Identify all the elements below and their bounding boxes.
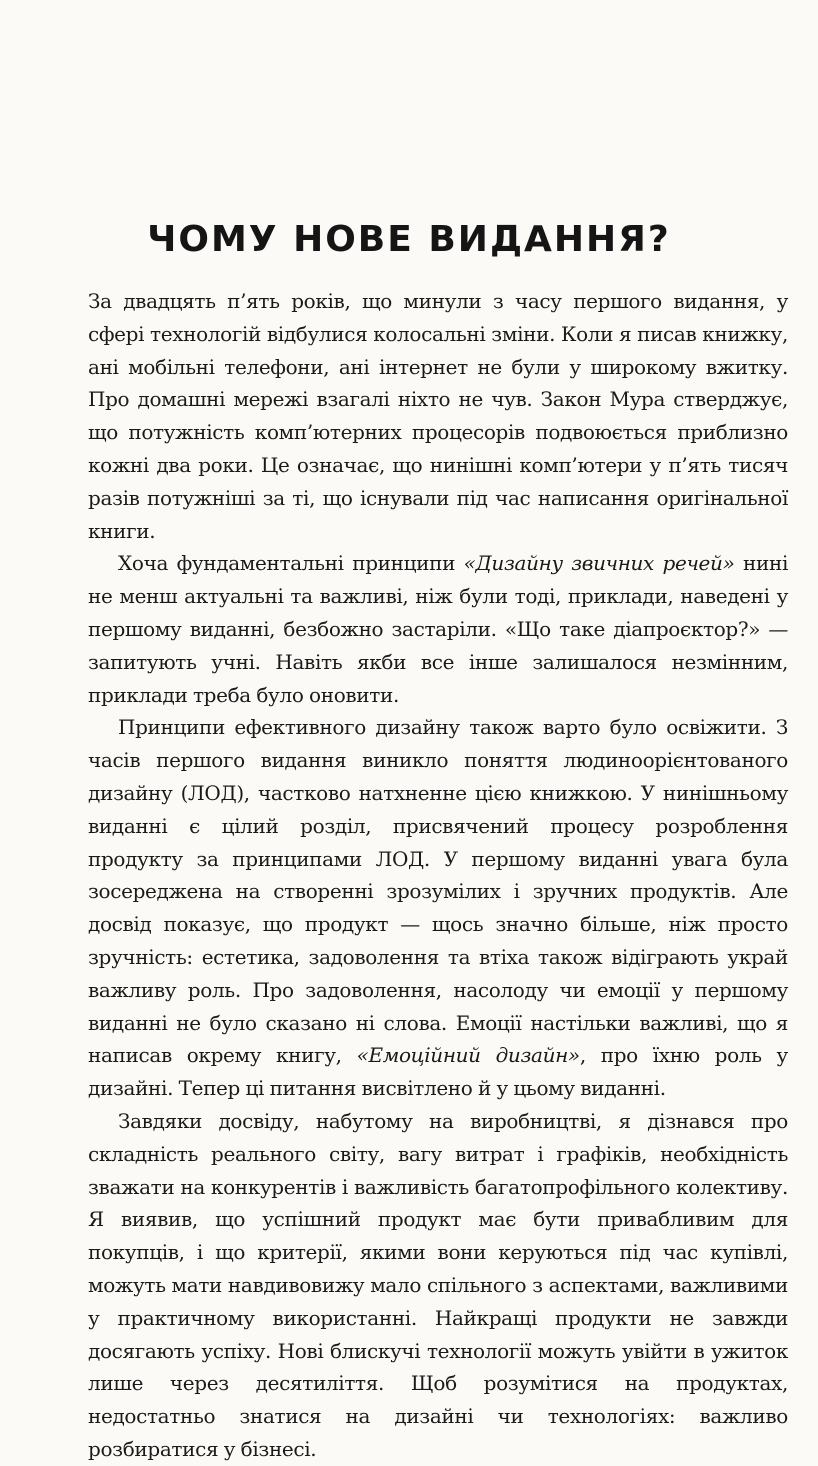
paragraph [88, 1105, 788, 1466]
paragraph-text: Завдяки досвіду, набутому на виробництві, я дізнався про складність реального світу, вагу витрат і графіків, необхідність зважати на конкурентів і важливість багатопрофільного колективу. Я виявив, що успішний продукт має бути привабливим для покупців, і що критерії, якими вони керуються під час купівлі, можуть мати навдивовижу мало спільного з аспектами, важливими у практичному використанні. Найкращі продукти не завжди досягають успіху. Нові блискучі технології можуть увійти в ужиток лише через десятиліття. Щоб розумітися на продуктах, недостатньо знатися на дизайні чи технологіях: важливо розбиратися у бізнесі. [88, 1108, 788, 1461]
paragraph-text: Принципи ефективного дизайну також варто було освіжити. З часів першого видання виникло поняття людиноорієнтованого дизайну (ЛОД), частково натхненне цією книжкою. У нинішньому виданні є цілий розділ, присвячений процесу розроблення продукту за принципами ЛОД. У першому виданні увага була зосереджена на створенні зрозумілих і зручних продуктів. Але досвід показує, що продукт — щось значно більше, ніж просто зручність: естетика, задоволення та втіха також відіграють украй важливу роль. Про задоволення, насолоду чи емоції у першому виданні не було сказано ні слова. Емоції настільки важливі, що я написав окрему книгу, [88, 715, 788, 1068]
paragraph [88, 285, 788, 547]
paragraph-text: Хоча фундаментальні принципи [118, 551, 464, 576]
paragraph [88, 711, 788, 1105]
paragraph [88, 547, 788, 711]
paragraph-text: За двадцять п’ять років, що минули з часу першого видання, у сфері технологій відбулися колосальні зміни. Коли я писав книжку, ані мобільні телефони, ані інтернет не були у широкому вжитку. Про домашні мережі взагалі ніхто не чув. Закон Мура стверджує, що потужність комп’ютерних процесорів подвоюється приблизно кожні два роки. Це означає, що нинішні комп’ютери у п’ять тисяч разів потужніші за ті, що існували під час написання оригінальної книги. [88, 289, 788, 543]
paragraph-text: , про їхню роль у дизайні. Тепер ці питання висвітлено й у цьому виданні. [88, 1043, 788, 1101]
book-title-italic: «Дизайну звичних речей» [463, 551, 735, 576]
body-text [88, 285, 788, 1466]
chapter-title: ЧОМУ НОВЕ ВИДАННЯ? [147, 219, 671, 260]
paragraph-text: нині не менш актуальні та важливі, ніж були тоді, приклади, наведені у першому виданні, безбожно застаріли. «Що таке діапроєктор?» — запитують учні. Навіть якби все інше залишалося незмінним, приклади треба було оновити. [88, 551, 788, 707]
book-title-italic: «Емоційний дизайн» [356, 1043, 580, 1068]
